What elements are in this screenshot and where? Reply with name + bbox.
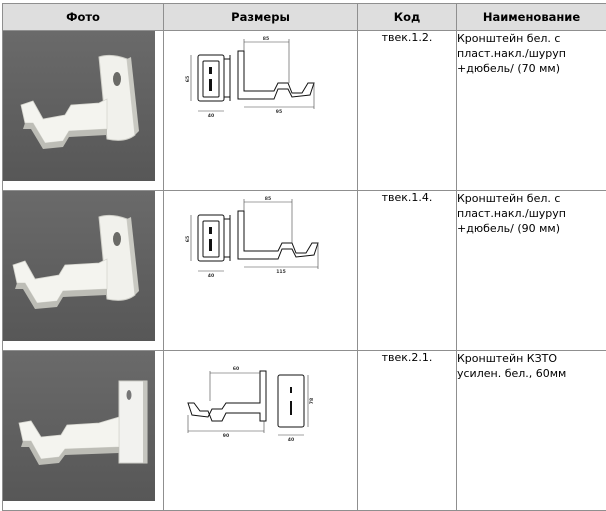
code-cell: твек.1.2. — [358, 31, 457, 191]
dim-height-label: 65 — [186, 75, 191, 83]
dimension-drawing — [164, 351, 358, 501]
header-name: Наименование — [457, 4, 606, 31]
bracket-photo-image — [3, 31, 155, 181]
dim-top-label: 85 — [262, 37, 270, 42]
header-dimensions: Размеры — [164, 4, 358, 31]
dim-top-label: 60 — [232, 367, 240, 372]
photo-cell — [3, 31, 164, 191]
dimension-drawing-image — [164, 191, 358, 341]
dimensions-cell — [164, 351, 358, 511]
product-name: Кронштейн бел. с пласт.накл./шуруп +дюбель/ (70 мм) — [457, 32, 566, 75]
bracket-photo — [3, 31, 155, 181]
bracket-photo — [3, 351, 155, 501]
dimensions-cell — [164, 31, 358, 191]
bracket-photo-image — [3, 351, 155, 501]
dim-top-label: 85 — [264, 197, 272, 202]
dimension-drawing — [164, 191, 358, 341]
dim-base-label: 40 — [207, 114, 215, 119]
product-name: Кронштейн КЗТО усилен. бел., 60мм — [457, 352, 567, 380]
product-name: Кронштейн бел. с пласт.накл./шуруп +дюбель/ (90 мм) — [457, 192, 566, 235]
table-row — [3, 351, 606, 511]
table-row — [3, 191, 606, 351]
name-cell — [457, 191, 606, 351]
table-row — [3, 31, 606, 191]
header-row — [3, 4, 606, 31]
header-photo: Фото — [3, 4, 164, 31]
dim-length-label: 90 — [222, 434, 230, 439]
name-cell — [457, 351, 606, 511]
photo-cell — [3, 191, 164, 351]
code-cell: твек.2.1. — [358, 351, 457, 511]
dim-length-label: 95 — [275, 110, 283, 115]
name-cell — [457, 31, 606, 191]
dim-base-label: 40 — [207, 274, 215, 279]
dimension-drawing-image — [164, 351, 358, 501]
dim-height-label: 78 — [310, 397, 315, 405]
header-code: Код — [358, 4, 457, 31]
dimension-drawing — [164, 31, 358, 181]
photo-cell — [3, 351, 164, 511]
bracket-photo-image — [3, 191, 155, 341]
dim-length-label: 115 — [276, 270, 286, 275]
dimensions-cell — [164, 191, 358, 351]
dimension-drawing-image — [164, 31, 358, 181]
dim-height-label: 65 — [186, 235, 191, 243]
product-table — [2, 3, 606, 511]
code-cell: твек.1.4. — [358, 191, 457, 351]
dim-base-label: 40 — [287, 438, 295, 443]
bracket-photo — [3, 191, 155, 341]
